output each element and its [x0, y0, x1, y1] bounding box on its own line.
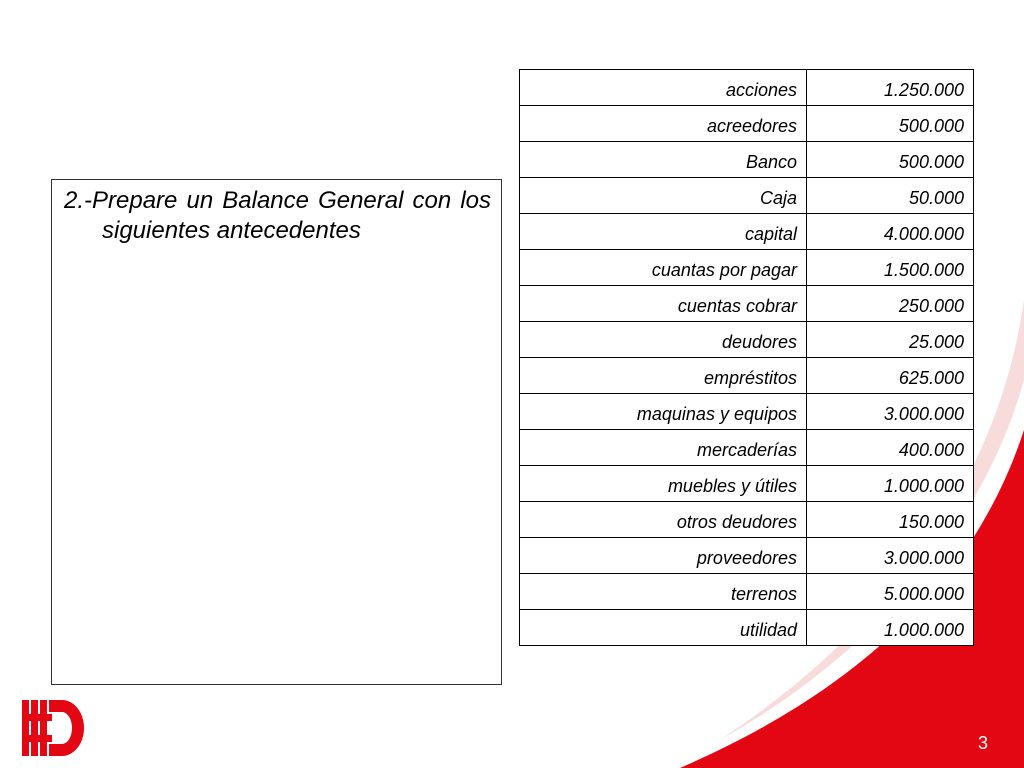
account-value-cell: 500.000	[807, 106, 974, 142]
account-name-cell: proveedores	[520, 538, 807, 574]
account-name-cell: capital	[520, 214, 807, 250]
table-row	[520, 502, 974, 538]
table-row	[520, 466, 974, 502]
account-value-cell: 1.500.000	[807, 250, 974, 286]
table-row	[520, 610, 974, 646]
account-name-cell: cuentas cobrar	[520, 286, 807, 322]
account-value-cell: 625.000	[807, 358, 974, 394]
instruction-text: 2.-Prepare un Balance General con los siguientes antecedentes	[64, 187, 491, 244]
account-name-cell: acciones	[520, 70, 807, 106]
account-value-cell: 150.000	[807, 502, 974, 538]
table-row	[520, 394, 974, 430]
account-value-cell: 1.000.000	[807, 466, 974, 502]
account-value-cell: 400.000	[807, 430, 974, 466]
table-row	[520, 538, 974, 574]
table-row	[520, 430, 974, 466]
account-name-cell: deudores	[520, 322, 807, 358]
account-value-cell: 1.000.000	[807, 610, 974, 646]
table-row	[520, 250, 974, 286]
table-row	[520, 286, 974, 322]
account-name-cell: utilidad	[520, 610, 807, 646]
table-row	[520, 142, 974, 178]
account-name-cell: cuantas por pagar	[520, 250, 807, 286]
account-name-cell: muebles y útiles	[520, 466, 807, 502]
account-name-cell: Banco	[520, 142, 807, 178]
account-name-cell: Caja	[520, 178, 807, 214]
table-row	[520, 106, 974, 142]
table-row	[520, 322, 974, 358]
account-value-cell: 3.000.000	[807, 538, 974, 574]
account-name-cell: maquinas y equipos	[520, 394, 807, 430]
account-value-cell: 4.000.000	[807, 214, 974, 250]
account-value-cell: 25.000	[807, 322, 974, 358]
account-value-cell: 50.000	[807, 178, 974, 214]
account-name-cell: otros deudores	[520, 502, 807, 538]
account-name-cell: terrenos	[520, 574, 807, 610]
table-row	[520, 178, 974, 214]
account-name-cell: mercaderías	[520, 430, 807, 466]
table-row	[520, 70, 974, 106]
accounts-table-body	[520, 70, 974, 646]
table-row	[520, 358, 974, 394]
account-value-cell: 1.250.000	[807, 70, 974, 106]
account-value-cell: 250.000	[807, 286, 974, 322]
account-value-cell: 500.000	[807, 142, 974, 178]
table-row	[520, 214, 974, 250]
instruction-box	[51, 179, 502, 685]
account-name-cell: empréstitos	[520, 358, 807, 394]
account-value-cell: 5.000.000	[807, 574, 974, 610]
account-value-cell: 3.000.000	[807, 394, 974, 430]
page-number: 3	[978, 733, 989, 753]
accounts-table	[519, 69, 974, 646]
institution-logo-icon	[22, 700, 84, 756]
account-name-cell: acreedores	[520, 106, 807, 142]
table-row	[520, 574, 974, 610]
